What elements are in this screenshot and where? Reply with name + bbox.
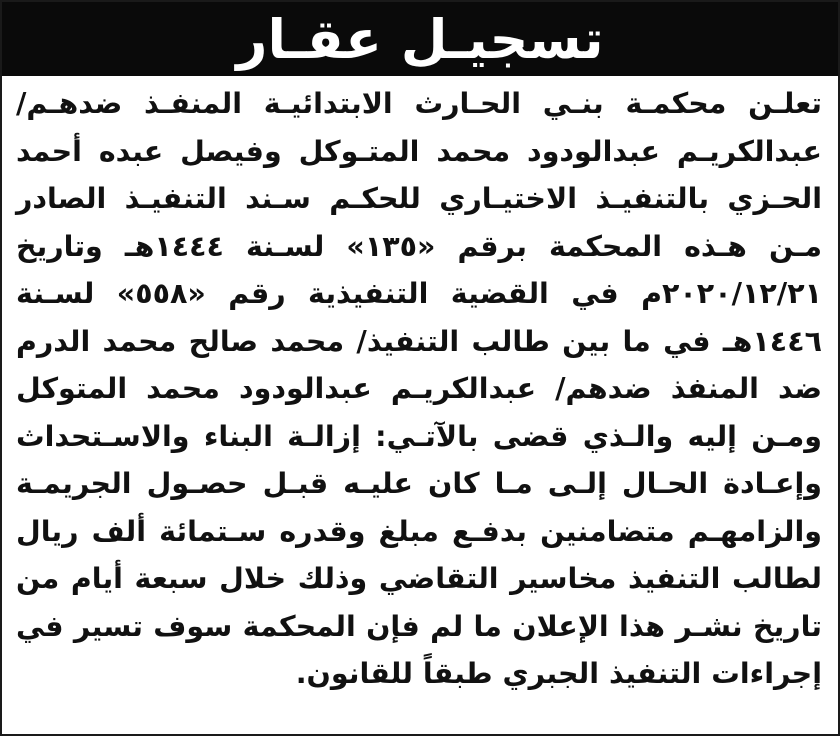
notice-line: لطالب التنفيذ مخاسير التقاضي وذلك خلال سبعة أيام من — [16, 562, 822, 595]
notice-body — [16, 80, 822, 698]
notice-line: ومـن إليه والـذي قضى بالآتـي: إزالـة البناء والاسـتحداث — [16, 419, 822, 453]
notice-line: عبدالكريـم عبدالودود محمد المتـوكل وفيصل عبده أحمد — [16, 134, 822, 168]
notice-line: وإعـادة الحـال إلـى مـا كان عليـه قبـل حصـول الجريمـة — [16, 467, 822, 500]
notice-line: ٢٠٢٠/١٢/٢١م في القضية التنفيذية رقم «٥٥٨» لسـنة — [16, 277, 822, 310]
notice-line: والزامهـم متضامنين بدفـع مبلغ وقدره سـتمائة ألف ريال — [16, 514, 822, 548]
notice-line: ضد المنفذ ضدهم/ عبدالكريـم عبدالودود محمد المتوكل — [16, 372, 822, 405]
notice-line: الحـزي بالتنفيـذ الاختيـاري للحكـم سـند التنفيـذ الصادر — [16, 182, 822, 215]
notice-line-last: إجراءات التنفيذ الجبري طبقاً للقانون. — [295, 657, 822, 690]
notice-line: مـن هـذه المحكمة برقم «١٣٥» لسـنة ١٤٤٤هـ وتاريخ — [16, 229, 822, 263]
notice-line: ١٤٤٦هـ في ما بين طالب التنفيذ/ محمد صالح محمد الدرم — [16, 324, 822, 358]
title-banner — [2, 2, 838, 76]
notice-line: تاريخ نشـر هذا الإعلان ما لم فإن المحكمة سوف تسير في — [16, 609, 822, 643]
notice-title: تسجيـل عقـار — [236, 7, 604, 71]
notice-line: تعلـن محكمـة بنـي الحـارث الابتدائيـة المنفـذ ضدهـم/ — [16, 87, 822, 120]
